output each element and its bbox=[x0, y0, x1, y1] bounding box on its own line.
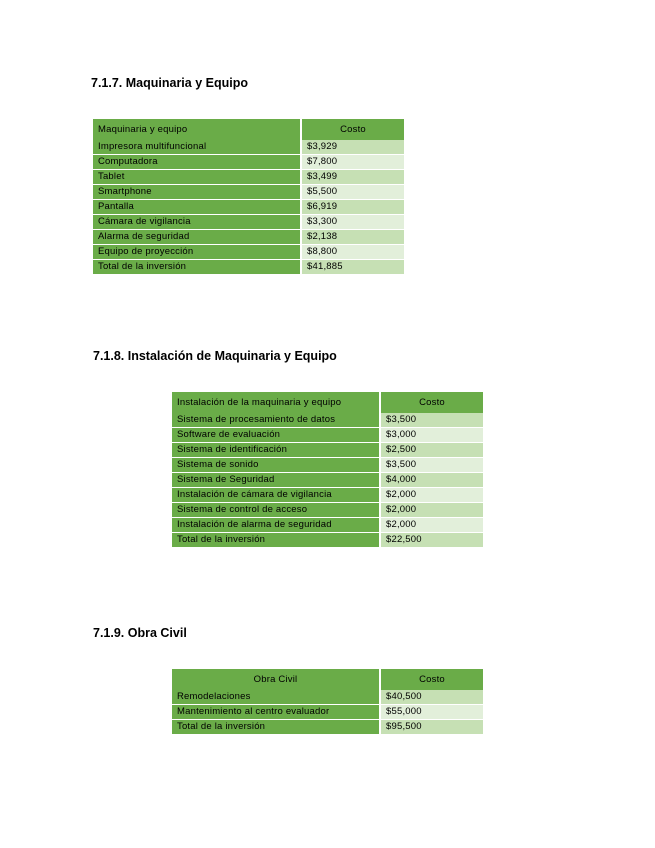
row-cost: $6,919 bbox=[301, 200, 404, 215]
table-header-row bbox=[93, 119, 404, 140]
row-cost: $55,000 bbox=[380, 705, 483, 720]
row-label: Alarma de seguridad bbox=[93, 230, 301, 245]
row-cost: $2,500 bbox=[380, 443, 483, 458]
row-cost: $7,800 bbox=[301, 155, 404, 170]
table-obra-civil bbox=[172, 669, 483, 735]
row-label: Remodelaciones bbox=[172, 690, 380, 705]
row-label: Total de la inversión bbox=[172, 533, 380, 548]
column-header-item: Instalación de la maquinaria y equipo bbox=[172, 392, 380, 413]
table-row bbox=[172, 458, 483, 473]
row-label: Sistema de procesamiento de datos bbox=[172, 413, 380, 428]
row-cost: $3,500 bbox=[380, 458, 483, 473]
table-row bbox=[93, 230, 404, 245]
table-row bbox=[172, 705, 483, 720]
table-row bbox=[172, 690, 483, 705]
row-label: Impresora multifuncional bbox=[93, 140, 301, 155]
row-cost: $3,300 bbox=[301, 215, 404, 230]
table-row bbox=[93, 200, 404, 215]
table-row bbox=[172, 473, 483, 488]
row-label: Pantalla bbox=[93, 200, 301, 215]
table-maquinaria bbox=[93, 119, 404, 275]
row-label: Sistema de control de acceso bbox=[172, 503, 380, 518]
table-row bbox=[172, 428, 483, 443]
table-row bbox=[93, 185, 404, 200]
row-cost: $8,800 bbox=[301, 245, 404, 260]
row-cost: $2,000 bbox=[380, 503, 483, 518]
row-label: Instalación de alarma de seguridad bbox=[172, 518, 380, 533]
row-cost: $2,000 bbox=[380, 488, 483, 503]
row-cost: $5,500 bbox=[301, 185, 404, 200]
row-label: Smartphone bbox=[93, 185, 301, 200]
row-cost: $3,929 bbox=[301, 140, 404, 155]
row-label: Computadora bbox=[93, 155, 301, 170]
table-row bbox=[93, 245, 404, 260]
row-label: Sistema de sonido bbox=[172, 458, 380, 473]
row-label: Equipo de proyección bbox=[93, 245, 301, 260]
table-instalacion bbox=[172, 392, 483, 548]
table-row bbox=[93, 170, 404, 185]
table-header-row bbox=[172, 392, 483, 413]
section-heading-obra-civil: 7.1.9. Obra Civil bbox=[93, 626, 187, 640]
row-label: Sistema de Seguridad bbox=[172, 473, 380, 488]
table-row bbox=[172, 443, 483, 458]
row-label: Mantenimiento al centro evaluador bbox=[172, 705, 380, 720]
table-row-total bbox=[172, 720, 483, 735]
row-label: Total de la inversión bbox=[93, 260, 301, 275]
row-label: Sistema de identificación bbox=[172, 443, 380, 458]
table-row bbox=[172, 413, 483, 428]
table-row bbox=[172, 488, 483, 503]
row-cost: $2,138 bbox=[301, 230, 404, 245]
row-cost: $95,500 bbox=[380, 720, 483, 735]
section-heading-instalacion: 7.1.8. Instalación de Maquinaria y Equipo bbox=[93, 349, 337, 363]
row-cost: $3,499 bbox=[301, 170, 404, 185]
row-cost: $41,885 bbox=[301, 260, 404, 275]
column-header-cost: Costo bbox=[301, 119, 404, 140]
column-header-cost: Costo bbox=[380, 669, 483, 690]
column-header-item: Obra Civil bbox=[172, 669, 380, 690]
row-cost: $3,000 bbox=[380, 428, 483, 443]
row-cost: $4,000 bbox=[380, 473, 483, 488]
table-row bbox=[93, 140, 404, 155]
row-cost: $3,500 bbox=[380, 413, 483, 428]
table-row-total bbox=[93, 260, 404, 275]
section-heading-maquinaria: 7.1.7. Maquinaria y Equipo bbox=[91, 76, 248, 90]
table-row bbox=[93, 155, 404, 170]
column-header-item: Maquinaria y equipo bbox=[93, 119, 301, 140]
row-label: Total de la inversión bbox=[172, 720, 380, 735]
row-cost: $22,500 bbox=[380, 533, 483, 548]
column-header-cost: Costo bbox=[380, 392, 483, 413]
table-row bbox=[172, 518, 483, 533]
row-cost: $40,500 bbox=[380, 690, 483, 705]
row-label: Tablet bbox=[93, 170, 301, 185]
table-row bbox=[172, 503, 483, 518]
table-header-row bbox=[172, 669, 483, 690]
row-label: Instalación de cámara de vigilancia bbox=[172, 488, 380, 503]
row-label: Cámara de vigilancia bbox=[93, 215, 301, 230]
row-label: Software de evaluación bbox=[172, 428, 380, 443]
table-row-total bbox=[172, 533, 483, 548]
table-row bbox=[93, 215, 404, 230]
row-cost: $2,000 bbox=[380, 518, 483, 533]
